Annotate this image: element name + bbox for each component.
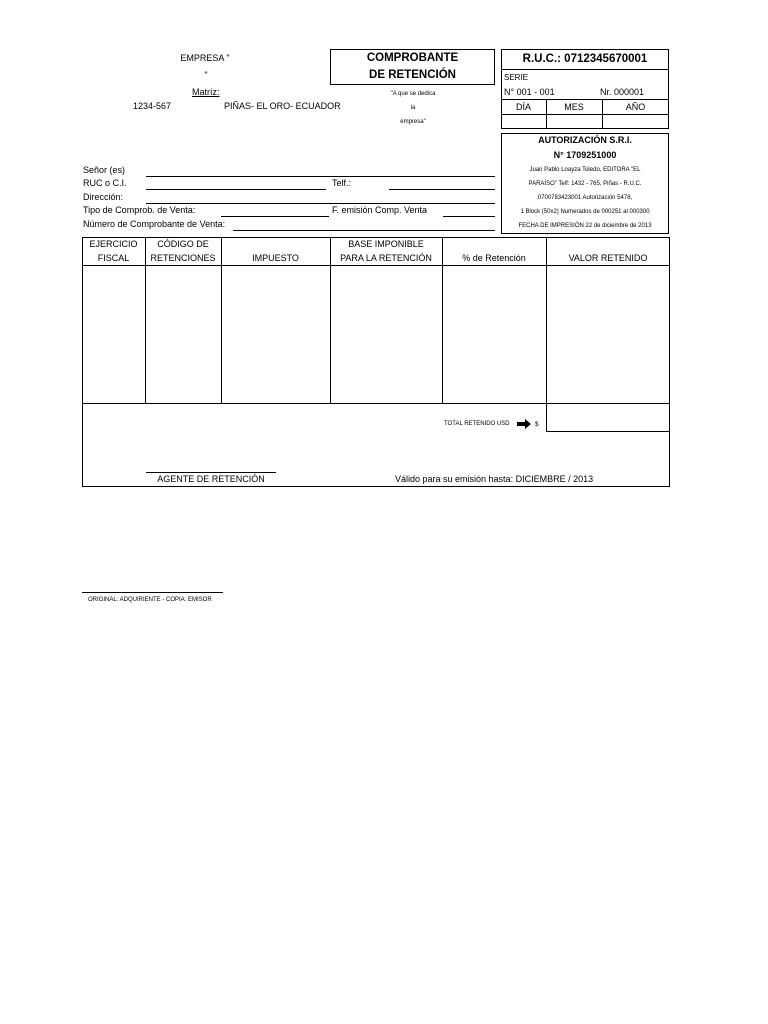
col-header-codigo-2: RETENCIONES bbox=[150, 253, 216, 263]
tagline-line1: "A que se dedica bbox=[390, 91, 436, 97]
ruc-number: R.U.C.: 0712345670001 bbox=[522, 53, 648, 65]
agent-signature-line bbox=[146, 472, 276, 473]
matriz-label: Matríz: bbox=[192, 87, 220, 97]
total-retenido-label: TOTAL RETENIDO USD bbox=[444, 421, 510, 427]
field-senor-line[interactable] bbox=[146, 176, 495, 177]
copy-note-line bbox=[82, 592, 223, 593]
field-femision-label: F. emisión Comp. Venta bbox=[332, 205, 428, 215]
field-telf-line[interactable] bbox=[389, 189, 495, 190]
company-phone: 1234-567 bbox=[133, 101, 172, 111]
col-header-ejercicio-1: EJERCICIO bbox=[89, 239, 138, 249]
title-line2: DE RETENCIÓN bbox=[369, 69, 456, 81]
col-header-porcentaje: % de Retención bbox=[462, 253, 526, 263]
field-numero-label: Número de Comprobante de Venta: bbox=[83, 219, 226, 229]
field-senor-label: Señor (es) bbox=[83, 165, 126, 175]
auth-number: N° 1709251000 bbox=[553, 150, 617, 160]
printer-line-3: 0700783423001 Autorización 5478, bbox=[537, 195, 633, 201]
col-header-ejercicio-2: FISCAL bbox=[97, 253, 130, 263]
field-femision-line[interactable] bbox=[443, 216, 495, 217]
col-header-codigo-1: CÓDIGO DE bbox=[157, 239, 209, 249]
col-header-impuesto: IMPUESTO bbox=[252, 253, 299, 263]
printer-line-2: PARAÍSO" Telf: 1432 - 765, Piñas - R.U.C. bbox=[528, 181, 642, 187]
date-header-month: MES bbox=[564, 102, 584, 112]
arrow-right-icon bbox=[517, 419, 531, 429]
field-direccion-line[interactable] bbox=[146, 203, 495, 204]
company-quote: " bbox=[204, 70, 208, 80]
title-line1: COMPROBANTE bbox=[366, 52, 459, 64]
field-telf-label: Telf.: bbox=[332, 178, 352, 188]
field-direccion-label: Dirección: bbox=[83, 192, 124, 202]
col-header-base-2: PARA LA RETENCIÓN bbox=[340, 253, 432, 263]
col-header-base-1: BASE IMPONIBLE bbox=[348, 239, 424, 249]
date-header-day: DÍA bbox=[515, 102, 531, 112]
auth-title: AUTORIZACIÓN S.R.I. bbox=[538, 135, 632, 145]
printer-line-1: Juan Pablo Loayza Toledo, EDITORA "EL bbox=[529, 167, 641, 173]
col-header-valor: VALOR RETENIDO bbox=[568, 253, 648, 263]
field-numero-line[interactable] bbox=[233, 230, 495, 231]
field-tipo-label: Tipo de Comprob. de Venta: bbox=[83, 205, 196, 215]
printer-line-5: FECHA DE IMPRESIÓN 22 de diciembre de 2013 bbox=[518, 223, 652, 229]
doc-number: Nr. 000001 bbox=[600, 87, 645, 97]
serie-label: SERIE bbox=[504, 73, 529, 82]
agent-label: AGENTE DE RETENCIÓN bbox=[157, 474, 265, 484]
serie-number: N° 001 - 001 bbox=[504, 87, 555, 97]
field-ruc-line[interactable] bbox=[146, 189, 326, 190]
copy-note: ORIGINAL: ADQUIRIENTE - COPIA: EMISOR bbox=[88, 597, 212, 603]
tagline-line2: la bbox=[410, 105, 416, 111]
field-tipo-line[interactable] bbox=[221, 216, 329, 217]
date-header-year: AÑO bbox=[625, 102, 646, 112]
company-location: PIÑAS- EL ORO- ECUADOR bbox=[224, 101, 341, 111]
total-currency: $ bbox=[535, 421, 539, 428]
company-name: EMPRESA " bbox=[180, 53, 230, 63]
valid-until: Válido para su emisión hasta: DICIEMBRE / 2013 bbox=[395, 474, 594, 484]
printer-line-4: 1 Block (50x2) Numerados de 000251 al 000300 bbox=[520, 209, 650, 215]
field-ruc-label: RUC o C.I. bbox=[83, 178, 127, 188]
tagline-line3: empresa" bbox=[400, 119, 426, 125]
retention-table bbox=[82, 237, 670, 487]
